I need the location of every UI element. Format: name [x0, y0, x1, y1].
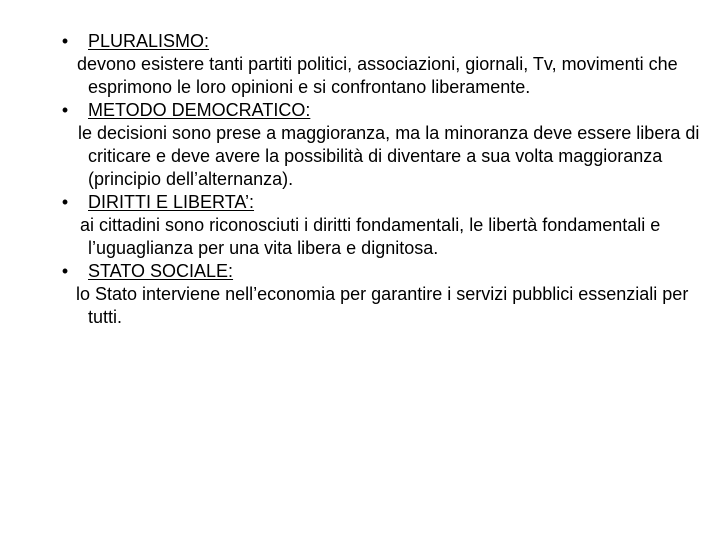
bullet-heading-line [58, 99, 708, 122]
bullet-icon: • [61, 31, 69, 51]
bullet-description: le decisioni sono prese a maggioranza, ma la minoranza deve essere libera di criticare e deve avere la possibilità di diventare a sua volta maggioranza (principio dell’alternanza). [78, 123, 700, 189]
bullet-heading: DIRITTI E LIBERTA’: [88, 192, 255, 212]
bullet-description: ai cittadini sono riconosciuti i diritti fondamentali, le libertà fondamentali e l’uguaglianza per una vita libera e dignitosa. [80, 215, 661, 258]
bullet-item-stato-sociale [58, 260, 708, 329]
slide-content [58, 30, 708, 329]
bullet-heading-line [58, 30, 708, 53]
bullet-heading-line [58, 191, 708, 214]
bullet-description: lo Stato interviene nell’economia per garantire i servizi pubblici essenziali per tutti. [76, 284, 689, 327]
bullet-description: devono esistere tanti partiti politici, associazioni, giornali, Tv, movimenti che esprimono le loro opinioni e si confrontano liberamente. [77, 54, 678, 97]
bullet-item-diritti-e-liberta [58, 191, 708, 260]
bullet-heading-line [58, 260, 708, 283]
bullet-heading: PLURALISMO: [88, 31, 210, 51]
bullet-icon: • [61, 100, 69, 120]
bullet-icon: • [61, 192, 69, 212]
bullet-item-pluralismo [58, 30, 708, 99]
bullet-heading: METODO DEMOCRATICO: [88, 100, 311, 120]
bullet-icon: • [61, 261, 69, 281]
bullet-item-metodo-democratico [58, 99, 708, 191]
bullet-heading: STATO SOCIALE: [88, 261, 234, 281]
